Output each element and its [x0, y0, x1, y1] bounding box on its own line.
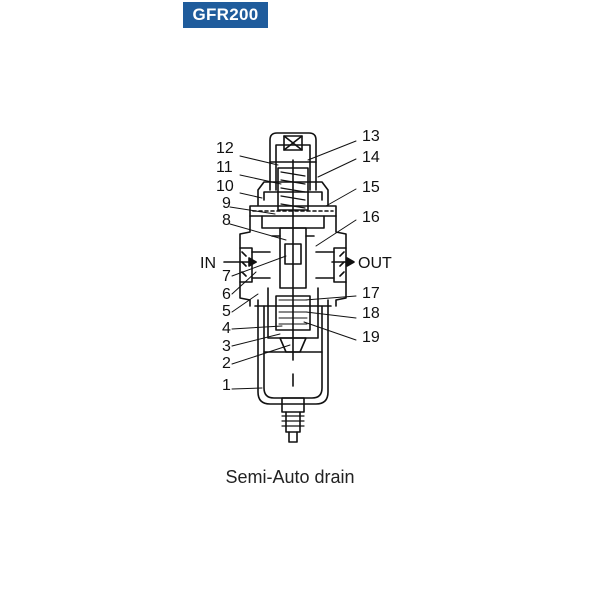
bonnet — [258, 160, 328, 228]
callout-7: 7 — [222, 268, 231, 285]
callout-10: 10 — [216, 178, 234, 195]
callout-8: 8 — [222, 212, 231, 229]
callout-17: 17 — [362, 285, 380, 302]
leader-lines-right — [304, 141, 356, 340]
valve-stem — [272, 228, 314, 360]
outlet-label: OUT — [358, 255, 392, 272]
callout-2: 2 — [222, 355, 231, 372]
callout-15: 15 — [362, 179, 380, 196]
callout-3: 3 — [222, 338, 231, 355]
callout-13: 13 — [362, 128, 380, 145]
callout-5: 5 — [222, 303, 231, 320]
callout-18: 18 — [362, 305, 380, 322]
callout-6: 6 — [222, 286, 231, 303]
diagram-caption: Semi-Auto drain — [225, 467, 355, 487]
callout-11: 11 — [216, 159, 233, 176]
model-badge: GFR200 — [183, 2, 268, 28]
callout-16: 16 — [362, 209, 380, 226]
inlet-port — [240, 248, 270, 282]
leader-lines-left — [230, 156, 290, 389]
callout-9: 9 — [222, 195, 231, 212]
callout-12: 12 — [216, 140, 234, 157]
outlet-port — [316, 248, 346, 282]
callout-14: 14 — [362, 149, 380, 166]
callout-1: 1 — [222, 377, 231, 394]
callout-19: 19 — [362, 329, 380, 346]
callout-4: 4 — [222, 320, 231, 337]
inlet-label: IN — [200, 255, 216, 272]
